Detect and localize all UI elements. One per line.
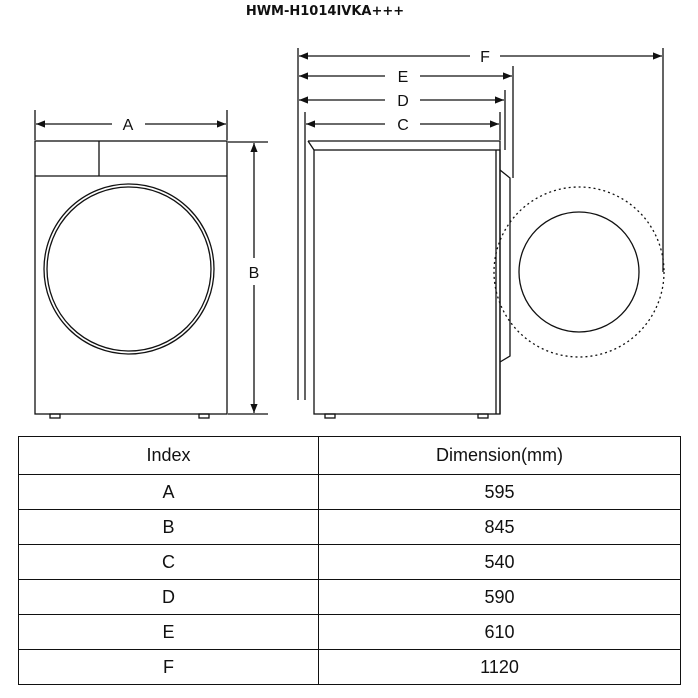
label-c: C — [397, 117, 409, 134]
front-body — [35, 141, 227, 414]
front-foot-left — [50, 414, 60, 418]
side-body — [314, 150, 500, 414]
row-index: D — [19, 580, 319, 615]
side-view — [298, 48, 664, 418]
side-top-edge — [308, 141, 500, 150]
row-value: 595 — [319, 475, 681, 510]
table-row — [19, 545, 681, 580]
front-view — [35, 110, 268, 418]
table-header-row — [19, 437, 681, 475]
row-value: 1120 — [319, 650, 681, 685]
header-index: Index — [19, 437, 319, 475]
label-e: E — [397, 69, 409, 86]
table-row — [19, 580, 681, 615]
row-index: E — [19, 615, 319, 650]
front-foot-right — [199, 414, 209, 418]
label-b: B — [248, 265, 260, 282]
label-a: A — [122, 117, 134, 134]
row-index: A — [19, 475, 319, 510]
row-value: 540 — [319, 545, 681, 580]
table-row — [19, 615, 681, 650]
row-index: C — [19, 545, 319, 580]
row-value: 610 — [319, 615, 681, 650]
row-index: B — [19, 510, 319, 545]
front-door-outer — [44, 184, 214, 354]
front-door-inner — [47, 187, 211, 351]
side-door-profile — [500, 170, 510, 362]
side-foot-right — [478, 414, 488, 418]
row-value: 590 — [319, 580, 681, 615]
table-row — [19, 650, 681, 685]
header-dimension: Dimension(mm) — [319, 437, 681, 475]
side-foot-left — [325, 414, 335, 418]
label-f: F — [480, 49, 490, 66]
table-row — [19, 510, 681, 545]
model-title: HWM-H1014IVKA+++ — [245, 4, 405, 19]
dimensions-table — [18, 436, 681, 685]
row-value: 845 — [319, 510, 681, 545]
open-door-glass — [519, 212, 639, 332]
table-row — [19, 475, 681, 510]
row-index: F — [19, 650, 319, 685]
label-d: D — [397, 93, 409, 110]
